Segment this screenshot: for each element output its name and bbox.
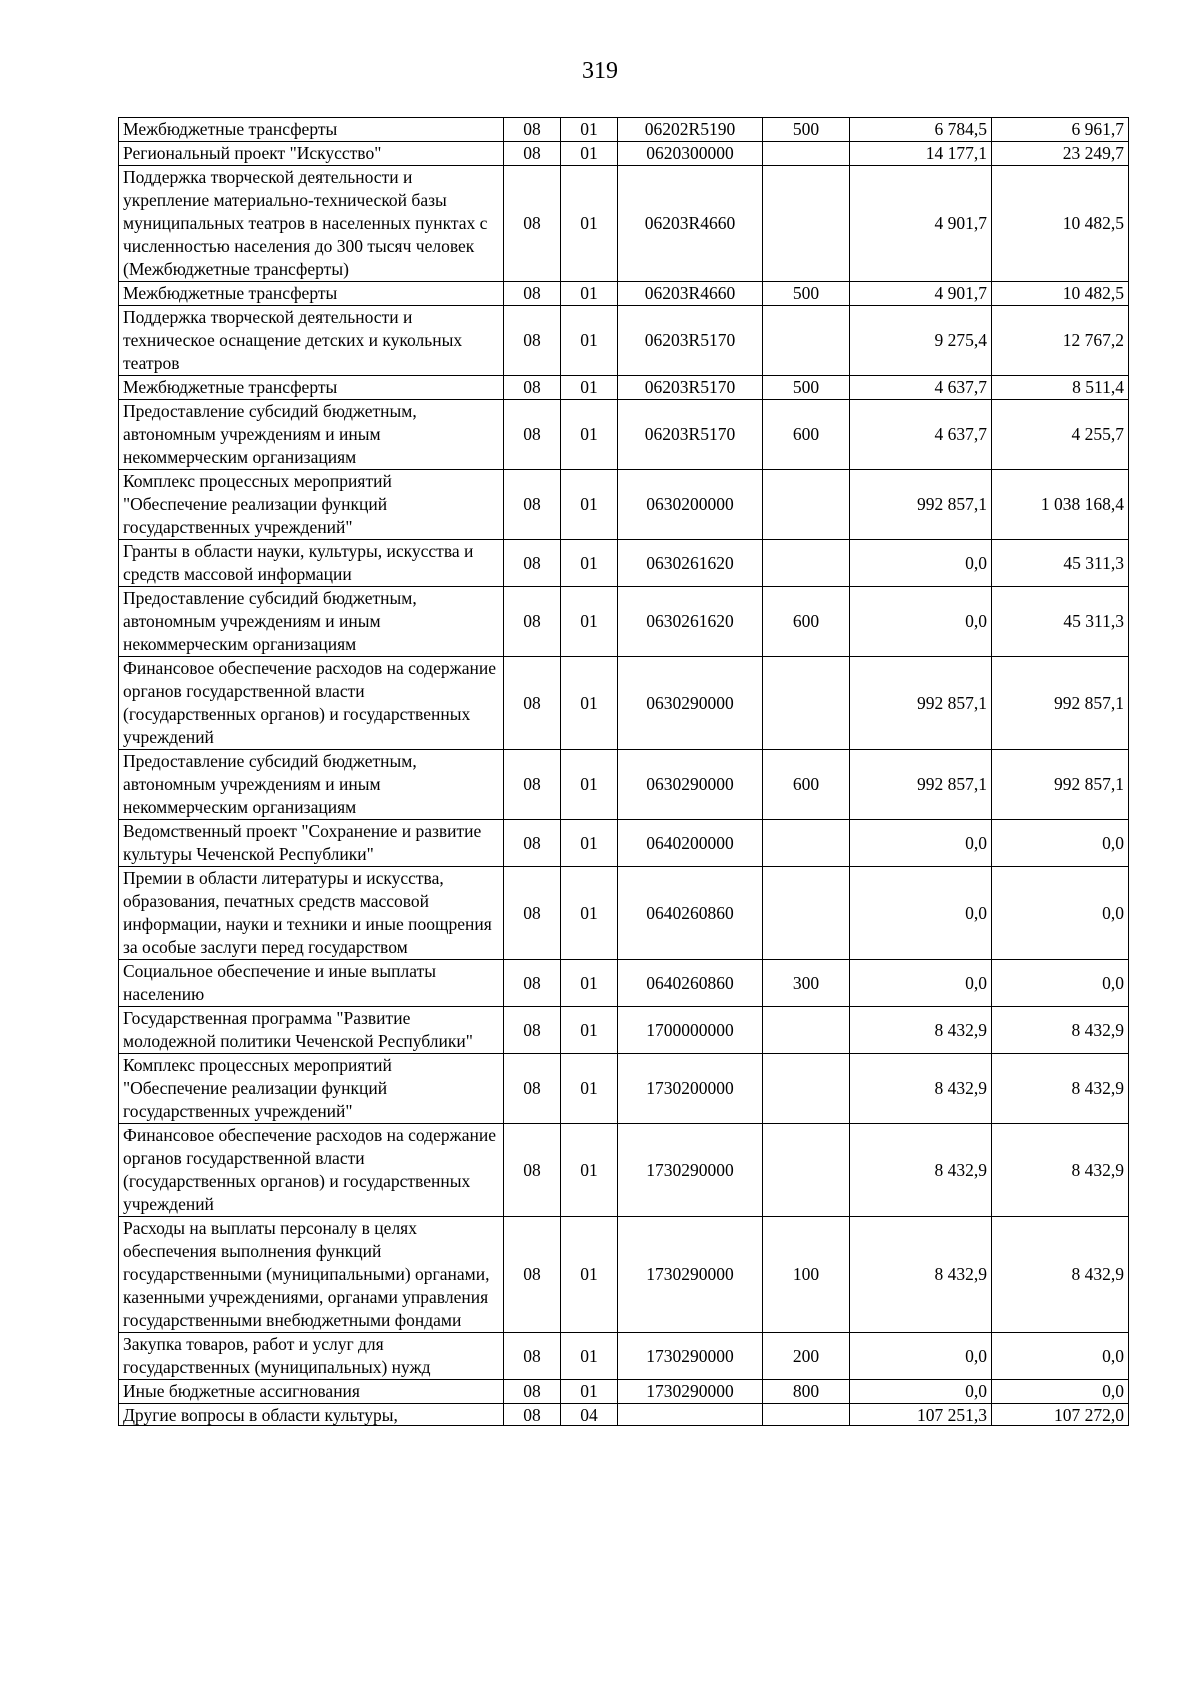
expense-type-cell: [763, 657, 850, 750]
expense-name-cell: Поддержка творческой деятельности и укрепление материально-технической базы муниципальных театров в населенных пунктах с численностью населения до 300 тысяч человек (Межбюджетные трансферты): [119, 166, 504, 282]
amount-year2-cell: 0,0: [992, 867, 1129, 960]
table-row: [119, 587, 1129, 657]
expense-type-cell: 600: [763, 750, 850, 820]
subsection-code-cell: 01: [561, 282, 618, 306]
target-article-cell: 1730290000: [618, 1124, 763, 1217]
expense-name-cell: Финансовое обеспечение расходов на содержание органов государственной власти (государственных органов) и государственных учреждений: [119, 657, 504, 750]
table-row: [119, 867, 1129, 960]
section-code-cell: 08: [504, 118, 561, 142]
expense-name-cell: Другие вопросы в области культуры,: [119, 1404, 504, 1426]
subsection-code-cell: 01: [561, 306, 618, 376]
expense-name-cell: Закупка товаров, работ и услуг для государственных (муниципальных) нужд: [119, 1333, 504, 1380]
expense-type-cell: [763, 820, 850, 867]
expense-name-cell: Ведомственный проект "Сохранение и развитие культуры Чеченской Республики": [119, 820, 504, 867]
table-row: [119, 960, 1129, 1007]
table-row: [119, 118, 1129, 142]
amount-year2-cell: 0,0: [992, 1333, 1129, 1380]
amount-year2-cell: 8 432,9: [992, 1054, 1129, 1124]
amount-year1-cell: 992 857,1: [850, 470, 992, 540]
expense-type-cell: 500: [763, 118, 850, 142]
target-article-cell: 0640260860: [618, 960, 763, 1007]
expense-type-cell: [763, 470, 850, 540]
expense-name-cell: Комплекс процессных мероприятий "Обеспечение реализации функций государственных учреждений": [119, 470, 504, 540]
section-code-cell: 08: [504, 166, 561, 282]
table-row: [119, 282, 1129, 306]
amount-year1-cell: 4 901,7: [850, 166, 992, 282]
table-row: [119, 657, 1129, 750]
table-row: [119, 470, 1129, 540]
expense-name-cell: Государственная программа "Развитие молодежной политики Чеченской Республики": [119, 1007, 504, 1054]
amount-year2-cell: 0,0: [992, 820, 1129, 867]
amount-year1-cell: 0,0: [850, 587, 992, 657]
expense-name-cell: Предоставление субсидий бюджетным, автономным учреждениям и иным некоммерческим организациям: [119, 750, 504, 820]
subsection-code-cell: 01: [561, 1217, 618, 1333]
expense-type-cell: [763, 166, 850, 282]
expense-type-cell: [763, 306, 850, 376]
section-code-cell: 08: [504, 657, 561, 750]
expense-name-cell: Межбюджетные трансферты: [119, 118, 504, 142]
section-code-cell: 08: [504, 400, 561, 470]
expense-type-cell: 100: [763, 1217, 850, 1333]
section-code-cell: 08: [504, 1404, 561, 1426]
expense-type-cell: 600: [763, 400, 850, 470]
target-article-cell: 06203R5170: [618, 376, 763, 400]
subsection-code-cell: 01: [561, 587, 618, 657]
table-row: [119, 820, 1129, 867]
expense-type-cell: [763, 540, 850, 587]
amount-year2-cell: 10 482,5: [992, 282, 1129, 306]
target-article-cell: 0640260860: [618, 867, 763, 960]
target-article-cell: 0620300000: [618, 142, 763, 166]
section-code-cell: 08: [504, 1333, 561, 1380]
subsection-code-cell: 01: [561, 1007, 618, 1054]
section-code-cell: 08: [504, 1380, 561, 1404]
subsection-code-cell: 01: [561, 750, 618, 820]
section-code-cell: 08: [504, 282, 561, 306]
target-article-cell: 0630290000: [618, 750, 763, 820]
amount-year2-cell: 45 311,3: [992, 540, 1129, 587]
expense-type-cell: 500: [763, 376, 850, 400]
expense-type-cell: 800: [763, 1380, 850, 1404]
target-article-cell: 0630290000: [618, 657, 763, 750]
subsection-code-cell: 01: [561, 867, 618, 960]
budget-table: [118, 117, 1129, 1426]
amount-year1-cell: 0,0: [850, 1380, 992, 1404]
section-code-cell: 08: [504, 540, 561, 587]
amount-year1-cell: 0,0: [850, 1333, 992, 1380]
section-code-cell: 08: [504, 142, 561, 166]
amount-year2-cell: 992 857,1: [992, 657, 1129, 750]
target-article-cell: 1730290000: [618, 1380, 763, 1404]
amount-year1-cell: 0,0: [850, 867, 992, 960]
section-code-cell: 08: [504, 820, 561, 867]
table-row: [119, 1333, 1129, 1380]
section-code-cell: 08: [504, 750, 561, 820]
expense-name-cell: Иные бюджетные ассигнования: [119, 1380, 504, 1404]
expense-name-cell: Расходы на выплаты персоналу в целях обеспечения выполнения функций государственными (муниципальными) органами, казенными учреждениями, органами управления государственными внебюджетными фондами: [119, 1217, 504, 1333]
subsection-code-cell: 01: [561, 400, 618, 470]
table-row: [119, 750, 1129, 820]
expense-name-cell: Межбюджетные трансферты: [119, 282, 504, 306]
target-article-cell: 0630261620: [618, 587, 763, 657]
amount-year2-cell: 107 272,0: [992, 1404, 1129, 1426]
expense-type-cell: 200: [763, 1333, 850, 1380]
subsection-code-cell: 01: [561, 1380, 618, 1404]
amount-year2-cell: 8 511,4: [992, 376, 1129, 400]
section-code-cell: 08: [504, 960, 561, 1007]
amount-year2-cell: 45 311,3: [992, 587, 1129, 657]
table-row: [119, 540, 1129, 587]
amount-year2-cell: 4 255,7: [992, 400, 1129, 470]
expense-type-cell: [763, 1054, 850, 1124]
subsection-code-cell: 01: [561, 166, 618, 282]
expense-name-cell: Комплекс процессных мероприятий "Обеспечение реализации функций государственных учреждений": [119, 1054, 504, 1124]
target-article-cell: 06203R4660: [618, 166, 763, 282]
subsection-code-cell: 01: [561, 540, 618, 587]
subsection-code-cell: 01: [561, 118, 618, 142]
target-article-cell: 1730200000: [618, 1054, 763, 1124]
amount-year2-cell: 992 857,1: [992, 750, 1129, 820]
table-row: [119, 166, 1129, 282]
section-code-cell: 08: [504, 867, 561, 960]
target-article-cell: [618, 1404, 763, 1426]
subsection-code-cell: 01: [561, 470, 618, 540]
target-article-cell: 1730290000: [618, 1217, 763, 1333]
target-article-cell: 1700000000: [618, 1007, 763, 1054]
table-row: [119, 376, 1129, 400]
expense-type-cell: 600: [763, 587, 850, 657]
amount-year2-cell: 8 432,9: [992, 1124, 1129, 1217]
target-article-cell: 0640200000: [618, 820, 763, 867]
amount-year1-cell: 992 857,1: [850, 657, 992, 750]
table-row: [119, 1124, 1129, 1217]
subsection-code-cell: 01: [561, 657, 618, 750]
amount-year2-cell: 1 038 168,4: [992, 470, 1129, 540]
expense-type-cell: 500: [763, 282, 850, 306]
amount-year1-cell: 0,0: [850, 960, 992, 1007]
amount-year2-cell: 0,0: [992, 1380, 1129, 1404]
subsection-code-cell: 01: [561, 142, 618, 166]
subsection-code-cell: 04: [561, 1404, 618, 1426]
target-article-cell: 06203R5170: [618, 400, 763, 470]
expense-type-cell: [763, 1404, 850, 1426]
table-row: [119, 1217, 1129, 1333]
amount-year1-cell: 4 901,7: [850, 282, 992, 306]
amount-year1-cell: 107 251,3: [850, 1404, 992, 1426]
amount-year2-cell: 0,0: [992, 960, 1129, 1007]
amount-year1-cell: 4 637,7: [850, 376, 992, 400]
amount-year1-cell: 992 857,1: [850, 750, 992, 820]
table-row: [119, 1380, 1129, 1404]
amount-year2-cell: 10 482,5: [992, 166, 1129, 282]
target-article-cell: 0630200000: [618, 470, 763, 540]
page-number: 319: [582, 58, 618, 84]
expense-name-cell: Межбюджетные трансферты: [119, 376, 504, 400]
amount-year1-cell: 8 432,9: [850, 1124, 992, 1217]
section-code-cell: 08: [504, 306, 561, 376]
table-row: [119, 400, 1129, 470]
subsection-code-cell: 01: [561, 376, 618, 400]
amount-year1-cell: 0,0: [850, 820, 992, 867]
section-code-cell: 08: [504, 1124, 561, 1217]
expense-name-cell: Социальное обеспечение и иные выплаты населению: [119, 960, 504, 1007]
target-article-cell: 06203R4660: [618, 282, 763, 306]
expense-name-cell: Гранты в области науки, культуры, искусства и средств массовой информации: [119, 540, 504, 587]
section-code-cell: 08: [504, 470, 561, 540]
section-code-cell: 08: [504, 1217, 561, 1333]
subsection-code-cell: 01: [561, 960, 618, 1007]
expense-name-cell: Поддержка творческой деятельности и техническое оснащение детских и кукольных театров: [119, 306, 504, 376]
amount-year1-cell: 4 637,7: [850, 400, 992, 470]
amount-year1-cell: 8 432,9: [850, 1007, 992, 1054]
section-code-cell: 08: [504, 376, 561, 400]
amount-year1-cell: 8 432,9: [850, 1217, 992, 1333]
table-row: [119, 1007, 1129, 1054]
table-row: [119, 1404, 1129, 1426]
expense-name-cell: Предоставление субсидий бюджетным, автономным учреждениям и иным некоммерческим организациям: [119, 587, 504, 657]
amount-year1-cell: 8 432,9: [850, 1054, 992, 1124]
section-code-cell: 08: [504, 587, 561, 657]
expense-name-cell: Премии в области литературы и искусства, образования, печатных средств массовой информации, науки и техники и иные поощрения за особые заслуги перед государством: [119, 867, 504, 960]
amount-year2-cell: 23 249,7: [992, 142, 1129, 166]
budget-table-body: [119, 118, 1129, 1426]
expense-name-cell: Финансовое обеспечение расходов на содержание органов государственной власти (государственных органов) и государственных учреждений: [119, 1124, 504, 1217]
amount-year1-cell: 6 784,5: [850, 118, 992, 142]
table-row: [119, 306, 1129, 376]
expense-type-cell: 300: [763, 960, 850, 1007]
subsection-code-cell: 01: [561, 1333, 618, 1380]
table-row: [119, 1054, 1129, 1124]
subsection-code-cell: 01: [561, 1054, 618, 1124]
subsection-code-cell: 01: [561, 820, 618, 867]
amount-year1-cell: 14 177,1: [850, 142, 992, 166]
target-article-cell: 0630261620: [618, 540, 763, 587]
section-code-cell: 08: [504, 1007, 561, 1054]
amount-year2-cell: 12 767,2: [992, 306, 1129, 376]
table-row: [119, 142, 1129, 166]
expense-type-cell: [763, 142, 850, 166]
expense-name-cell: Региональный проект "Искусство": [119, 142, 504, 166]
amount-year1-cell: 0,0: [850, 540, 992, 587]
amount-year1-cell: 9 275,4: [850, 306, 992, 376]
target-article-cell: 1730290000: [618, 1333, 763, 1380]
amount-year2-cell: 8 432,9: [992, 1007, 1129, 1054]
section-code-cell: 08: [504, 1054, 561, 1124]
expense-type-cell: [763, 1007, 850, 1054]
expense-type-cell: [763, 867, 850, 960]
target-article-cell: 06203R5170: [618, 306, 763, 376]
expense-type-cell: [763, 1124, 850, 1217]
subsection-code-cell: 01: [561, 1124, 618, 1217]
amount-year2-cell: 8 432,9: [992, 1217, 1129, 1333]
target-article-cell: 06202R5190: [618, 118, 763, 142]
expense-name-cell: Предоставление субсидий бюджетным, автономным учреждениям и иным некоммерческим организациям: [119, 400, 504, 470]
amount-year2-cell: 6 961,7: [992, 118, 1129, 142]
